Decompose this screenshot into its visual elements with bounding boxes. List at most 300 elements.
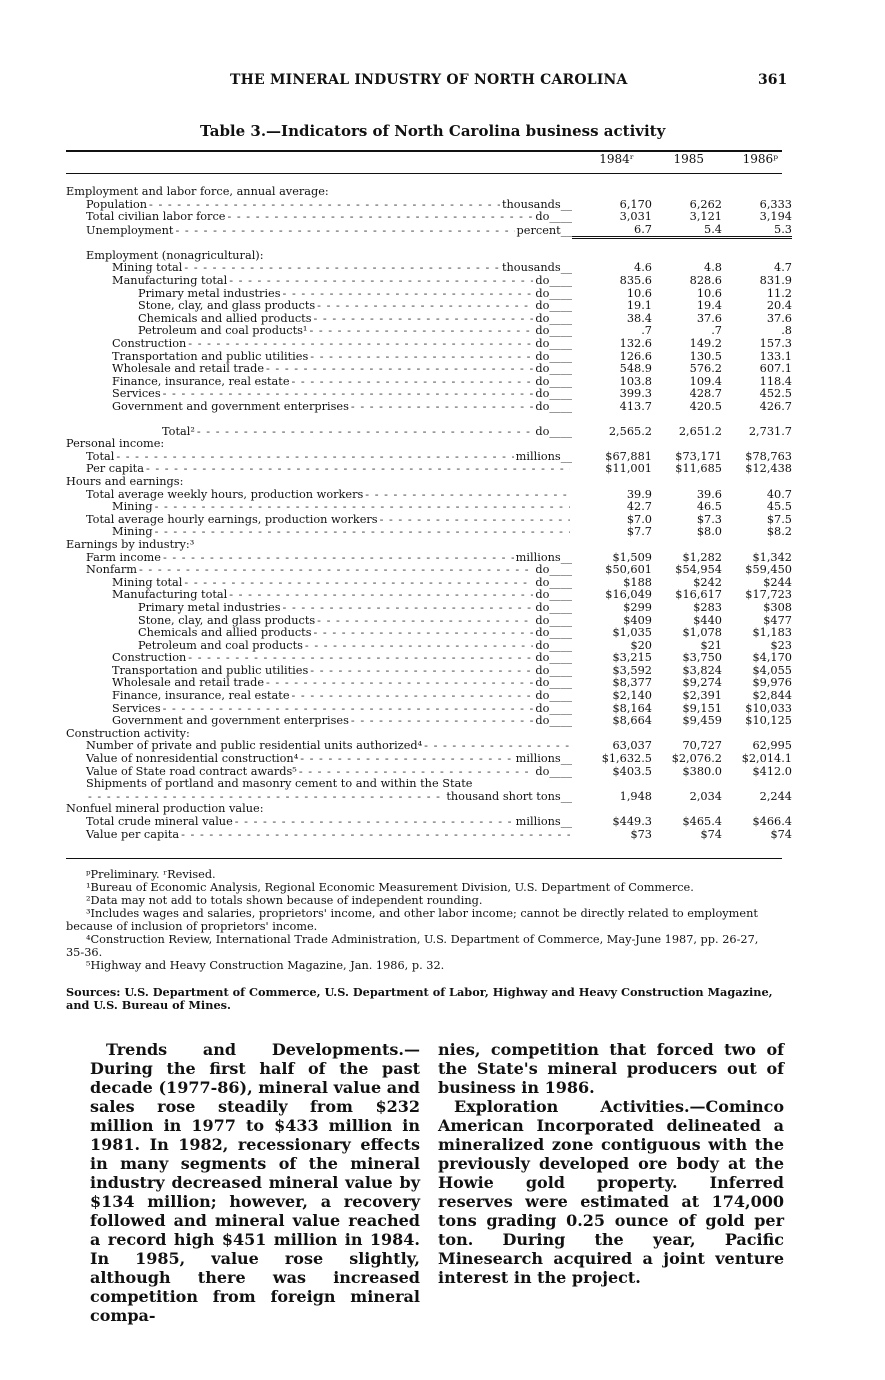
table-bottom-rule [66, 858, 782, 859]
row-unit: do____ [535, 388, 572, 401]
value-cell-1985: 5.4 [652, 224, 722, 238]
leader-dots [292, 376, 534, 389]
value-cell-1984: $449.3 [612, 816, 652, 828]
footnote-3: ³Includes wages and salaries, proprietors' income, and other labor income; cannot be directly related to employment [86, 907, 758, 920]
row-unit: do____ [535, 627, 572, 640]
row-label: Manufacturing total [112, 589, 228, 602]
row-label-cell [66, 438, 572, 451]
row-label-cell [66, 199, 572, 212]
table-row [66, 351, 792, 364]
row-unit: do____ [535, 287, 572, 300]
row-label-cell [66, 351, 572, 364]
value-cell-1985: $440 [693, 614, 722, 627]
row-label-cell [66, 577, 572, 590]
value-cell-1986: 4.7 [774, 262, 792, 275]
leader-dots [351, 715, 533, 728]
value-cell-1985: $9,151 [682, 702, 722, 715]
value-cell-1985: 420.5 [689, 401, 722, 413]
value-cell-1986: $17,723 [745, 589, 792, 602]
value-cell-1984: $2,140 [612, 690, 652, 703]
value-cell-1984: $3,215 [612, 652, 652, 665]
value-cell-1986: 45.5 [766, 501, 792, 514]
value-cell-1986: $1,342 [752, 551, 792, 564]
value-cell-1986 [722, 803, 792, 816]
leader-dots [184, 577, 533, 590]
row-label: Chemicals and allied products [138, 627, 312, 640]
value-cell-1984: 42.7 [626, 501, 652, 514]
value-cell-1984: $188 [623, 576, 652, 589]
value-cell-1986: $12,438 [745, 463, 792, 476]
table-row [66, 224, 792, 238]
table-row [66, 677, 792, 690]
row-label: Primary metal industries [138, 287, 281, 300]
value-cell-1986 [722, 250, 792, 263]
table-row [66, 728, 792, 741]
footnote-pr: ᵖPreliminary. ʳRevised. [86, 868, 216, 881]
value-cell-1986 [722, 539, 792, 552]
row-label-cell [66, 376, 572, 389]
col-1986: 1986ᵖ [742, 152, 778, 166]
value-cell-1986: 5.3 [722, 224, 792, 238]
table-row [66, 715, 792, 728]
row-unit: do____ [535, 425, 572, 438]
value-cell-1984: $1,509 [612, 551, 652, 564]
table-row [66, 288, 792, 301]
footnote-2: ²Data may not add to totals shown because of independent rounding. [86, 894, 483, 907]
value-cell-1986: 607.1 [759, 363, 792, 376]
row-unit: thousands__ [501, 198, 572, 211]
row-label: Total² [162, 425, 195, 438]
row-label: Mining [112, 526, 153, 539]
value-cell-1984: 19.1 [626, 300, 652, 313]
row-label: Stone, clay, and glass products [138, 300, 316, 313]
row-label-cell [66, 753, 572, 766]
value-cell-1985: $9,274 [682, 677, 722, 690]
leader-dots [184, 262, 500, 275]
value-cell-1985: $7.3 [696, 513, 722, 526]
value-cell-1986: 20.4 [766, 300, 792, 313]
table-row [66, 564, 792, 577]
row-label: Value of State road contract awards⁵ [86, 765, 297, 778]
value-cell-1984 [572, 250, 652, 263]
value-cell-1985: $74 [700, 828, 722, 841]
value-cell-1985: $21 [700, 639, 722, 652]
value-cell-1984: 4.6 [634, 262, 652, 275]
row-unit: do____ [535, 275, 572, 288]
row-label: Hours and earnings: [66, 475, 184, 488]
row-label-cell [66, 526, 572, 539]
value-cell-1984: $16,049 [605, 589, 652, 602]
value-cell-1984: $299 [623, 601, 652, 614]
leader-dots [163, 552, 514, 565]
row-label: Services [112, 388, 161, 401]
value-cell-1984: 126.6 [619, 350, 652, 363]
leader-dots [314, 627, 534, 640]
row-label: Shipments of portland and masonry cement to and within the State [86, 778, 473, 791]
value-cell-1984: 413.7 [619, 401, 652, 413]
table-row [66, 627, 792, 640]
row-unit: do____ [535, 639, 572, 652]
leader-dots [155, 501, 570, 514]
row-unit: do____ [535, 765, 572, 778]
row-label: Population [86, 198, 148, 211]
value-cell-1986: $59,450 [745, 564, 792, 577]
leader-dots [299, 766, 534, 779]
row-label: Finance, insurance, real estate [112, 690, 290, 703]
row-label-cell [66, 690, 572, 703]
table-row [66, 539, 792, 552]
value-cell-1986 [722, 186, 792, 199]
row-label: Employment (nonagricultural): [86, 249, 264, 262]
value-cell-1985: 19.4 [696, 300, 722, 313]
value-cell-1986: 452.5 [759, 388, 792, 401]
row-label-cell [66, 665, 572, 678]
row-label: Earnings by industry:³ [66, 538, 195, 551]
value-cell-1984 [572, 438, 652, 451]
row-label-cell [66, 463, 572, 476]
value-cell-1985: 70,727 [682, 740, 722, 753]
row-unit: do____ [535, 614, 572, 627]
table-header-rule [66, 173, 782, 174]
leader-dots [310, 351, 533, 364]
row-unit: do____ [535, 677, 572, 690]
table-row [66, 313, 792, 326]
footnote-3-cont: because of inclusion of proprietors' income. [66, 920, 318, 933]
value-cell-1985: 3,121 [689, 211, 722, 224]
value-cell-1986: $308 [763, 601, 792, 614]
leader-dots [229, 275, 533, 288]
page-number: 361 [758, 72, 788, 88]
table-row [66, 514, 792, 527]
exploration-paragraph: Exploration Activities.—Cominco American Incorporated delineated a mineralized zone contiguous with the previously developed ore body at the Howie gold property. Inferred reserves were estimated at 174,000 tons grading 0.25 ounce of gold per ton. During the year, Pacific Minesearch acquired a joint venture interest in the project. [438, 1097, 784, 1287]
table-row [66, 438, 792, 451]
leader-dots [292, 690, 534, 703]
leader-dots [424, 740, 570, 753]
leader-dots [197, 426, 533, 439]
table-row [66, 325, 792, 338]
value-cell-1985: 109.4 [689, 375, 722, 388]
value-cell-1985: 130.5 [689, 350, 722, 363]
table-row [66, 262, 792, 275]
value-cell-1985: $242 [693, 576, 722, 589]
row-label: Total [86, 450, 115, 463]
value-cell-1985: 10.6 [696, 287, 722, 300]
value-cell-1984: 2,565.2 [608, 425, 652, 438]
row-label-cell [66, 640, 572, 653]
value-cell-1986: 831.9 [759, 275, 792, 288]
value-cell-1986 [722, 728, 792, 741]
leader-dots [305, 640, 533, 653]
running-title: THE MINERAL INDUSTRY OF NORTH CAROLINA [230, 72, 628, 88]
row-label-cell [66, 552, 572, 565]
value-cell-1985: $2,076.2 [671, 753, 722, 766]
leader-dots [310, 665, 533, 678]
row-label-cell [66, 615, 572, 628]
table-row [66, 501, 792, 514]
row-label-cell [66, 489, 572, 502]
table-row [66, 489, 792, 502]
value-cell-1986: $7.5 [766, 513, 792, 526]
row-label-cell [66, 451, 572, 464]
footnote-4-cont: 35-36. [66, 946, 103, 959]
row-label-cell [66, 275, 572, 288]
value-cell-1985 [652, 778, 722, 791]
footnote-1: ¹Bureau of Economic Analysis, Regional Economic Measurement Division, U.S. Department of Commerce. [86, 881, 694, 894]
value-cell-1984: 10.6 [626, 287, 652, 300]
value-cell-1984: 63,037 [612, 740, 652, 753]
leader-dots [283, 288, 534, 301]
row-unit: do____ [535, 702, 572, 715]
table-row [66, 652, 792, 665]
table-row [66, 665, 792, 678]
value-cell-1984: 548.9 [619, 363, 652, 376]
leader-dots [283, 602, 534, 615]
table-row [66, 275, 792, 288]
row-unit: do____ [535, 338, 572, 351]
value-cell-1985: $2,391 [682, 690, 722, 703]
leader-dots [88, 791, 444, 804]
leader-dots [229, 589, 533, 602]
table-row [66, 615, 792, 628]
value-cell-1985 [652, 186, 722, 199]
value-cell-1986: 2,244 [759, 790, 792, 803]
value-cell-1984: $73 [630, 828, 652, 841]
col-1984: 1984ʳ [599, 152, 634, 166]
sources-note: Sources: U.S. Department of Commerce, U.S. Department of Labor, Highway and Heavy Construction Magazine, and U.S. Bureau of Mines. [66, 985, 773, 1012]
row-label-cell [66, 589, 572, 602]
leader-dots [300, 753, 513, 766]
value-cell-1984: 3,031 [619, 211, 652, 224]
value-cell-1984: $7.7 [626, 526, 652, 539]
row-label-cell [66, 766, 572, 779]
table-row [66, 526, 792, 539]
body-left-column [90, 1040, 420, 1325]
value-cell-1986: $477 [763, 614, 792, 627]
row-label-cell [66, 426, 572, 439]
value-cell-1986: $10,125 [745, 715, 792, 728]
row-label: Total average hourly earnings, production workers [86, 513, 378, 526]
leader-dots [149, 199, 500, 212]
row-unit: do____ [535, 401, 572, 413]
row-unit: millions__ [515, 816, 572, 828]
table-row [66, 602, 792, 615]
row-unit: millions__ [515, 753, 572, 766]
leader-dots [309, 325, 533, 338]
value-cell-1985: 39.6 [696, 488, 722, 501]
value-cell-1985: $380.0 [682, 765, 722, 778]
row-label: Total crude mineral value [86, 816, 233, 828]
value-cell-1986: .8 [781, 325, 792, 338]
row-label: Nonfuel mineral production value: [66, 803, 264, 816]
leader-dots [139, 564, 533, 577]
row-unit: millions__ [515, 551, 572, 564]
row-label: Transportation and public utilities [112, 664, 309, 677]
row-label: Personal income: [66, 438, 165, 451]
value-cell-1986 [722, 438, 792, 451]
value-cell-1984: 6.7 [572, 224, 652, 238]
row-label: Mining total [112, 576, 183, 589]
value-cell-1984: 132.6 [619, 338, 652, 351]
leader-dots [163, 703, 534, 716]
value-cell-1985 [652, 438, 722, 451]
value-cell-1986: $10,033 [745, 702, 792, 715]
row-label: Chemicals and allied products [138, 312, 312, 325]
value-cell-1984 [572, 476, 652, 489]
row-label-cell [66, 363, 572, 376]
value-cell-1985 [652, 250, 722, 263]
row-spacer [66, 414, 792, 426]
table-row [66, 829, 792, 842]
value-cell-1984: 38.4 [626, 312, 652, 325]
leader-dots [365, 489, 570, 502]
table-row [66, 211, 792, 224]
row-label-cell [66, 300, 572, 313]
row-label: Stone, clay, and glass products [138, 614, 316, 627]
row-label-cell [66, 501, 572, 514]
value-cell-1986: 133.1 [759, 350, 792, 363]
value-cell-1984: 1,948 [619, 790, 652, 803]
row-unit: do____ [535, 690, 572, 703]
row-label-cell [66, 224, 572, 238]
value-cell-1984: $403.5 [612, 765, 652, 778]
row-unit: do____ [535, 375, 572, 388]
value-cell-1984: $67,881 [605, 450, 652, 463]
table-row [66, 451, 792, 464]
footnotes [66, 868, 786, 972]
row-label-cell [66, 564, 572, 577]
value-cell-1986: $4,170 [752, 652, 792, 665]
value-cell-1986: $2,014.1 [741, 753, 792, 766]
table-row [66, 640, 792, 653]
value-cell-1986: 3,194 [759, 211, 792, 224]
row-label: Petroleum and coal products [138, 639, 303, 652]
row-label-cell [66, 791, 572, 804]
value-cell-1984: $8,664 [612, 715, 652, 728]
value-cell-1984: .7 [641, 325, 652, 338]
value-cell-1984: $1,035 [612, 627, 652, 640]
row-unit: do____ [535, 664, 572, 677]
row-label-cell [66, 401, 572, 414]
table-row [66, 476, 792, 489]
value-cell-1986: 37.6 [766, 312, 792, 325]
value-cell-1984 [572, 186, 652, 199]
row-label-cell [66, 250, 572, 263]
value-cell-1984: $8,164 [612, 702, 652, 715]
value-cell-1984 [572, 803, 652, 816]
value-cell-1986: 62,995 [752, 740, 792, 753]
value-cell-1985: $3,750 [682, 652, 722, 665]
value-cell-1985: $54,954 [675, 564, 722, 577]
value-cell-1985: 2,651.2 [678, 425, 722, 438]
table-row [66, 690, 792, 703]
value-cell-1984: 835.6 [619, 275, 652, 288]
footnote-4: ⁴Construction Review, International Trade Administration, U.S. Department of Commerce, May-June 1987, pp. 26-27, [86, 933, 759, 946]
leader-dots [175, 225, 514, 238]
row-label-cell [66, 677, 572, 690]
row-label-cell [66, 476, 572, 489]
value-cell-1986: 11.2 [766, 287, 792, 300]
row-label-cell [66, 338, 572, 351]
row-label: Government and government enterprises [112, 401, 349, 413]
value-cell-1985: 576.2 [689, 363, 722, 376]
value-cell-1985 [652, 476, 722, 489]
table-row [66, 186, 792, 199]
table-row [66, 199, 792, 212]
value-cell-1986: 2,731.7 [748, 425, 792, 438]
value-cell-1986: $2,844 [752, 690, 792, 703]
row-label-cell [66, 715, 572, 728]
table-row [66, 401, 792, 414]
leader-dots [380, 514, 570, 527]
row-label: Services [112, 702, 161, 715]
row-unit: do____ [535, 652, 572, 665]
leader-dots [146, 463, 570, 476]
row-label: Farm income [86, 551, 161, 564]
row-label: Number of private and public residential units authorized⁴ [86, 740, 423, 753]
table-row [66, 552, 792, 565]
value-cell-1985: $9,459 [682, 715, 722, 728]
value-cell-1984 [572, 728, 652, 741]
row-label-cell [66, 325, 572, 338]
table-row [66, 363, 792, 376]
row-unit: thousand short tons__ [446, 790, 572, 803]
col-1985: 1985 [673, 152, 704, 166]
row-label: Employment and labor force, annual average: [66, 186, 329, 198]
leader-dots [188, 338, 533, 351]
table-row [66, 388, 792, 401]
row-label: Mining total [112, 262, 183, 275]
value-cell-1985: 46.5 [696, 501, 722, 514]
value-cell-1986 [722, 476, 792, 489]
value-cell-1984: 399.3 [619, 388, 652, 401]
row-unit: do____ [535, 350, 572, 363]
value-cell-1985: 37.6 [696, 312, 722, 325]
row-label: Construction [112, 338, 187, 351]
table-title: Table 3.—Indicators of North Carolina business activity [200, 122, 666, 140]
leader-dots [116, 451, 513, 464]
value-cell-1985: 828.6 [689, 275, 722, 288]
value-cell-1984: $50,601 [605, 564, 652, 577]
value-cell-1984: $8,377 [612, 677, 652, 690]
row-unit: millions__ [515, 450, 572, 463]
table-row [66, 740, 792, 753]
row-unit: do____ [535, 211, 572, 224]
row-label-cell [66, 703, 572, 716]
table-row [66, 778, 792, 791]
value-cell-1985: 428.7 [689, 388, 722, 401]
row-label: Finance, insurance, real estate [112, 375, 290, 388]
value-cell-1985: $465.4 [682, 816, 722, 828]
row-label-cell [66, 740, 572, 753]
value-cell-1984: $20 [630, 639, 652, 652]
leader-dots [314, 313, 534, 326]
value-cell-1986: $1,183 [752, 627, 792, 640]
value-cell-1986: $78,763 [745, 450, 792, 463]
row-label: Manufacturing total [112, 275, 228, 288]
leader-dots [155, 526, 570, 539]
value-cell-1986: $23 [770, 639, 792, 652]
row-label-cell [66, 539, 572, 552]
table-row [66, 250, 792, 263]
row-label-cell [66, 627, 572, 640]
table-row [66, 791, 792, 804]
value-cell-1984: $7.0 [626, 513, 652, 526]
value-cell-1984: $409 [623, 614, 652, 627]
body-right-column [438, 1040, 784, 1287]
leader-dots [163, 388, 534, 401]
table-row [66, 376, 792, 389]
value-cell-1986: $74 [770, 828, 792, 841]
